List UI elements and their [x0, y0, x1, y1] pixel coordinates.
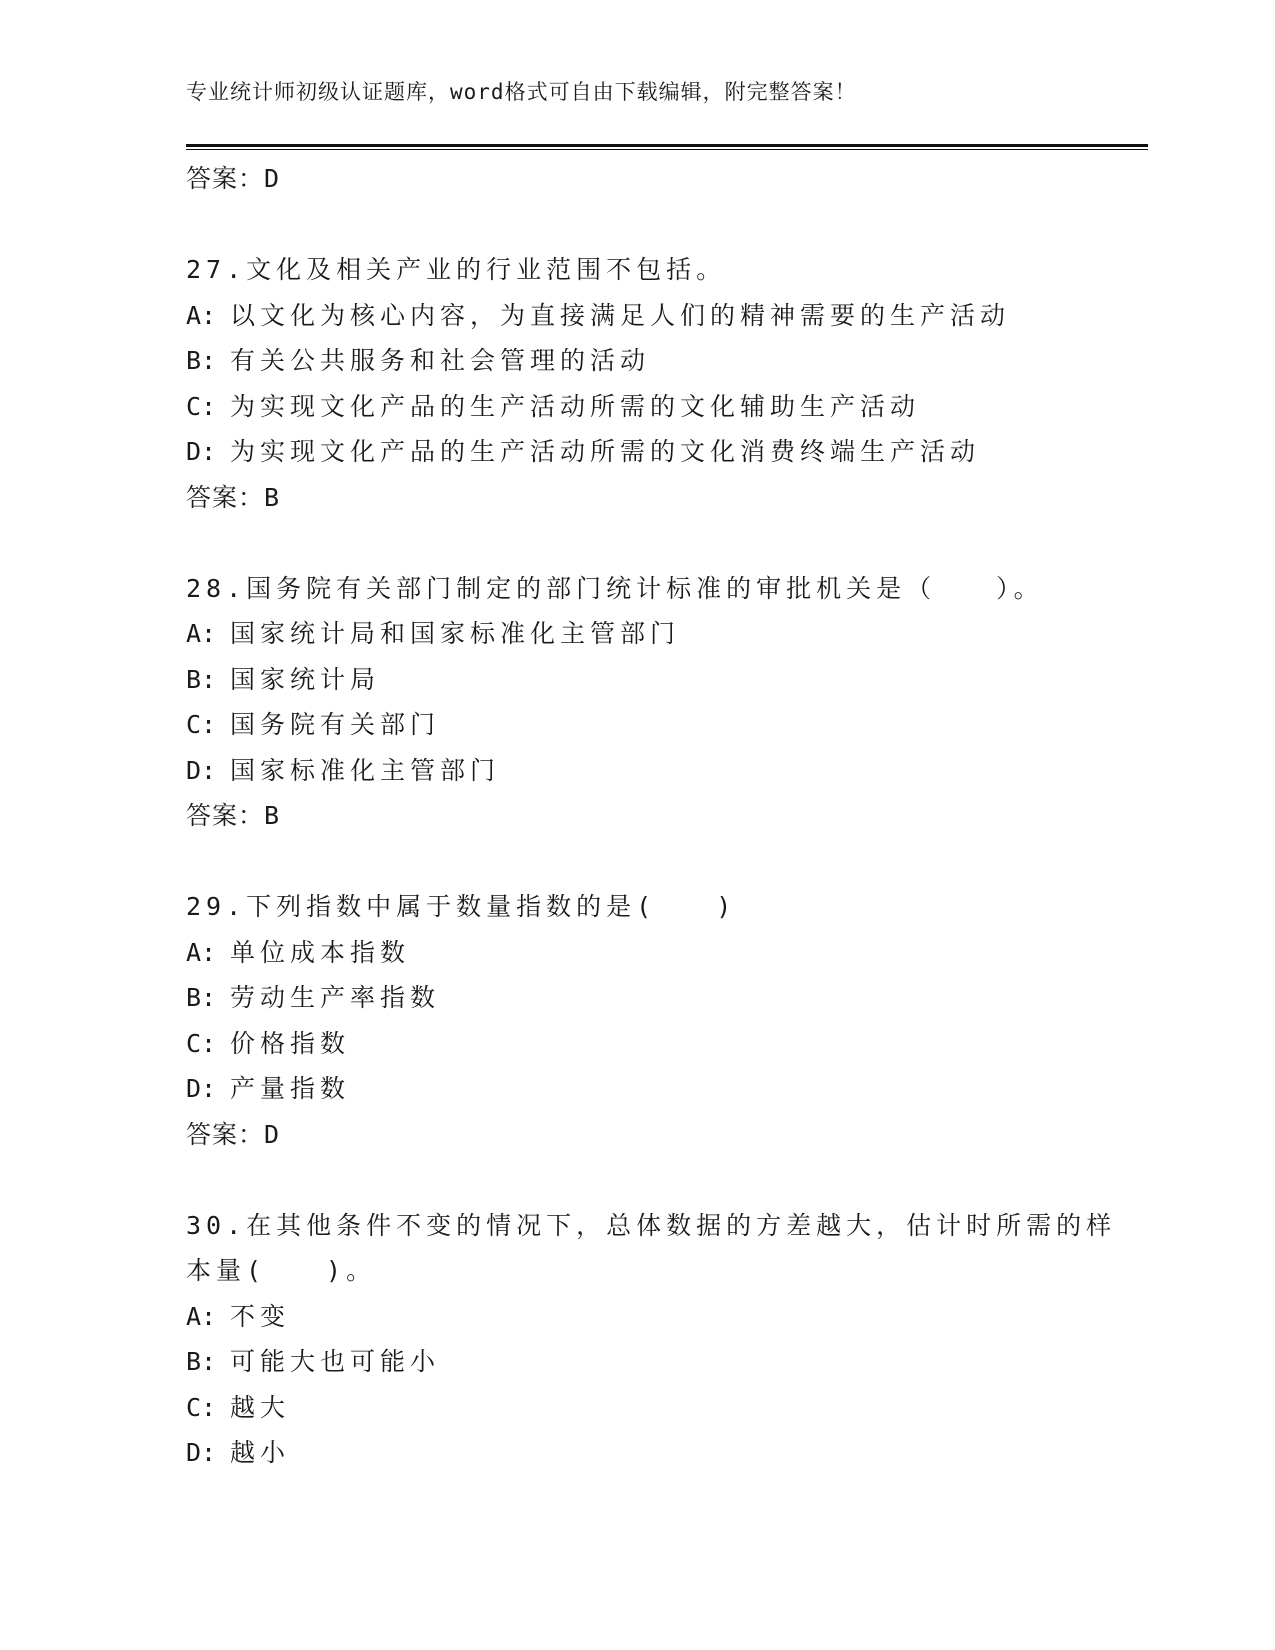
option-text: 单位成本指数 — [230, 937, 411, 967]
option-letter: B: — [186, 983, 217, 1012]
option-text: 不变 — [230, 1301, 291, 1331]
option-letter: D: — [186, 1074, 217, 1103]
option-letter: B: — [186, 1347, 217, 1376]
option-row — [186, 338, 1086, 384]
answer-line — [186, 156, 1086, 202]
answer-value: B — [264, 482, 280, 512]
question-stem: 30.在其他条件不变的情况下，总体数据的方差越大，估计时所需的样 — [186, 1210, 1117, 1240]
question-spacer — [186, 839, 1086, 885]
answer-label: 答案： — [186, 801, 265, 830]
question-spacer — [186, 1157, 1086, 1203]
option-row — [186, 1430, 1086, 1476]
option-row — [186, 930, 1086, 976]
option-text: 劳动生产率指数 — [230, 983, 441, 1012]
question-list — [186, 156, 1117, 1476]
option-text: 国家统计局 — [230, 664, 381, 694]
option-row — [186, 293, 1086, 339]
option-row — [186, 611, 1086, 657]
option-letter: B: — [186, 664, 217, 694]
header-rule-thin — [186, 149, 1148, 150]
option-text: 价格指数 — [230, 1028, 351, 1058]
option-row — [186, 1066, 1086, 1112]
page-header: 专业统计师初级认证题库，word格式可自由下载编辑，附完整答案！ — [186, 80, 857, 104]
option-letter: D: — [186, 437, 217, 466]
question-block — [186, 1157, 1117, 1476]
question-stem: 28.国务院有关部门制定的部门统计标准的审批机关是（ ）。 — [186, 573, 1044, 603]
option-row — [186, 1385, 1086, 1431]
question-stem: 本量( )。 — [186, 1256, 377, 1285]
option-letter: C: — [186, 1028, 217, 1058]
option-row — [186, 748, 1086, 794]
option-letter: C: — [186, 1392, 217, 1422]
question-block — [186, 520, 1086, 839]
answer-line — [186, 475, 1086, 521]
question-spacer — [186, 520, 1086, 566]
option-row — [186, 1294, 1086, 1340]
option-letter: C: — [186, 391, 217, 421]
answer-value: D — [264, 164, 280, 193]
option-row — [186, 384, 1086, 430]
option-text: 国家标准化主管部门 — [230, 755, 501, 785]
question-block — [186, 202, 1086, 521]
option-text: 有关公共服务和社会管理的活动 — [230, 346, 651, 375]
answer-label: 答案： — [186, 164, 265, 193]
question-stem: 27.文化及相关产业的行业范围不包括。 — [186, 255, 727, 284]
option-row — [186, 702, 1086, 748]
option-text: 以文化为核心内容，为直接满足人们的精神需要的生产活动 — [230, 300, 1011, 330]
question-spacer — [186, 202, 1086, 248]
answer-label: 答案： — [186, 1119, 265, 1149]
answer-label: 答案： — [186, 482, 265, 512]
option-letter: C: — [186, 710, 217, 739]
option-row — [186, 1021, 1086, 1067]
option-letter: D: — [186, 755, 217, 785]
option-letter: A: — [186, 300, 217, 330]
option-row — [186, 1339, 1086, 1385]
option-letter: B: — [186, 346, 217, 375]
option-row — [186, 975, 1086, 1021]
option-text: 国家统计局和国家标准化主管部门 — [230, 619, 681, 648]
option-letter: A: — [186, 1301, 217, 1331]
option-text: 为实现文化产品的生产活动所需的文化辅助生产活动 — [230, 391, 921, 421]
option-row — [186, 429, 1086, 475]
question-stem: 29.下列指数中属于数量指数的是( ) — [186, 892, 737, 921]
option-letter: D: — [186, 1438, 217, 1467]
option-text: 越小 — [230, 1438, 291, 1467]
option-row — [186, 657, 1086, 703]
answer-line — [186, 1112, 1086, 1158]
option-letter: A: — [186, 937, 217, 967]
answer-value: D — [264, 1119, 280, 1149]
answer-value: B — [264, 801, 280, 830]
questions-container — [186, 202, 1117, 1476]
option-text: 国务院有关部门 — [230, 710, 441, 739]
option-text: 为实现文化产品的生产活动所需的文化消费终端生产活动 — [230, 437, 981, 466]
option-text: 产量指数 — [230, 1074, 351, 1103]
header-rule-thick — [186, 144, 1148, 147]
option-letter: A: — [186, 619, 217, 648]
option-text: 可能大也可能小 — [230, 1347, 441, 1376]
answer-line — [186, 793, 1086, 839]
question-block — [186, 839, 1086, 1158]
option-text: 越大 — [230, 1392, 291, 1422]
